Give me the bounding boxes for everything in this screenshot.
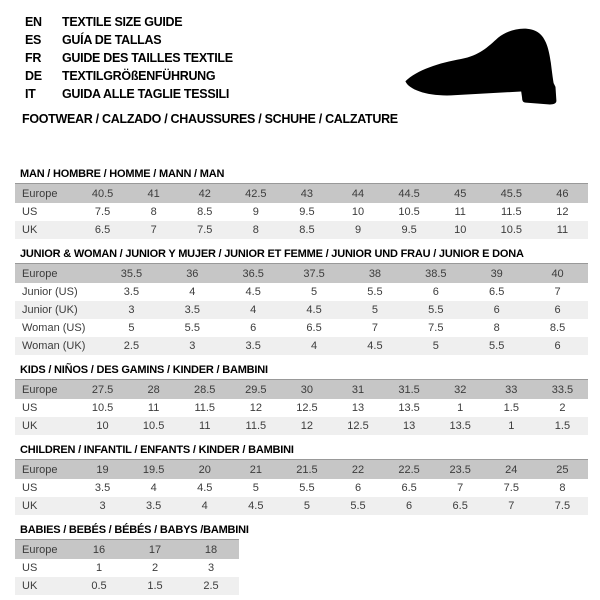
size-cell: 8 bbox=[230, 221, 281, 239]
table-row bbox=[15, 301, 588, 319]
size-cell: 7 bbox=[457, 482, 464, 494]
row-label: Europe bbox=[15, 184, 77, 204]
language-label: GUÍA DE TALLAS bbox=[62, 33, 162, 47]
row-label: US bbox=[22, 206, 38, 218]
size-cell: 5 bbox=[311, 286, 318, 298]
size-cell: 18 bbox=[183, 540, 239, 560]
size-cell: 13 bbox=[384, 417, 435, 435]
language-code: EN bbox=[25, 15, 42, 29]
size-cell: 10 bbox=[435, 221, 486, 239]
size-cell: 12.5 bbox=[296, 402, 318, 414]
size-table bbox=[15, 263, 588, 355]
size-cell: 5.5 bbox=[405, 301, 466, 319]
size-cell: 11.5 bbox=[230, 417, 281, 435]
size-cell: 23.5 bbox=[435, 460, 486, 480]
size-cell: 42 bbox=[179, 184, 230, 204]
size-cell: 46 bbox=[537, 184, 588, 204]
size-table bbox=[15, 459, 588, 515]
size-cell: 11 bbox=[147, 402, 160, 414]
size-cell: 36 bbox=[162, 264, 223, 284]
size-cell: 10 bbox=[351, 206, 365, 218]
size-cell: 28.5 bbox=[179, 380, 230, 400]
size-cell: 22 bbox=[332, 460, 383, 480]
language-code: IT bbox=[25, 87, 36, 101]
language-row bbox=[25, 31, 233, 49]
row-label: UK bbox=[15, 577, 71, 595]
size-cell: 11.5 bbox=[194, 402, 216, 414]
size-cell: 6 bbox=[384, 497, 435, 515]
size-cell: 1 bbox=[457, 402, 464, 414]
row-label: Junior (US) bbox=[22, 286, 78, 298]
size-cell: 21.5 bbox=[281, 460, 332, 480]
size-cell: 42.5 bbox=[230, 184, 281, 204]
size-cell: 9 bbox=[332, 221, 383, 239]
table-row bbox=[15, 497, 588, 515]
size-cell: 4 bbox=[150, 482, 157, 494]
size-cell: 40 bbox=[527, 264, 588, 284]
language-list bbox=[25, 13, 233, 103]
row-label: US bbox=[22, 562, 38, 574]
language-code: ES bbox=[25, 33, 42, 47]
size-cell: 6 bbox=[527, 301, 588, 319]
size-cell: 6.5 bbox=[401, 482, 417, 494]
size-cell: 2.5 bbox=[101, 337, 162, 355]
size-cell: 6 bbox=[466, 301, 527, 319]
size-table bbox=[15, 183, 588, 239]
size-cell: 7.5 bbox=[179, 221, 230, 239]
section-title: JUNIOR & WOMAN / JUNIOR Y MUJER / JUNIOR ET FEMME / JUNIOR UND FRAU / JUNIOR E DONA bbox=[20, 248, 524, 260]
size-section bbox=[15, 248, 588, 355]
size-cell: 6.5 bbox=[77, 221, 128, 239]
table-row bbox=[15, 479, 588, 497]
size-cell: 33 bbox=[486, 380, 537, 400]
size-cell: 3 bbox=[162, 337, 223, 355]
section-title: CHILDREN / INFANTIL / ENFANTS / KINDER / BAMBINI bbox=[20, 444, 294, 456]
size-cell: 9.5 bbox=[384, 221, 435, 239]
size-section bbox=[15, 524, 588, 595]
size-cell: 3 bbox=[207, 562, 215, 574]
row-label: UK bbox=[15, 221, 77, 239]
row-label: Europe bbox=[15, 460, 77, 480]
row-label: US bbox=[22, 402, 38, 414]
size-cell: 11 bbox=[454, 206, 466, 218]
language-code: DE bbox=[25, 69, 42, 83]
row-label: UK bbox=[15, 417, 77, 435]
size-cell: 1.5 bbox=[503, 402, 519, 414]
size-cell: 13.5 bbox=[398, 402, 420, 414]
size-cell: 12 bbox=[556, 206, 569, 218]
table-row bbox=[15, 540, 239, 560]
size-cell: 4.5 bbox=[345, 337, 406, 355]
size-cell: 17 bbox=[127, 540, 183, 560]
table-row bbox=[15, 264, 588, 284]
section-title: KIDS / NIÑOS / DES GAMINS / KINDER / BAMBINI bbox=[20, 364, 268, 376]
size-cell: 41 bbox=[128, 184, 179, 204]
size-cell: 6.5 bbox=[435, 497, 486, 515]
size-cell: 1 bbox=[95, 562, 103, 574]
size-cell: 8.5 bbox=[197, 206, 213, 218]
language-row bbox=[25, 85, 233, 103]
size-cell: 31 bbox=[332, 380, 383, 400]
size-cell: 5.5 bbox=[367, 286, 383, 298]
size-cell: 5 bbox=[281, 497, 332, 515]
size-cell: 4 bbox=[179, 497, 230, 515]
size-cell: 11.5 bbox=[501, 206, 522, 218]
size-cell: 45.5 bbox=[486, 184, 537, 204]
size-cell: 36.5 bbox=[223, 264, 284, 284]
size-cell: 4 bbox=[284, 337, 345, 355]
size-cell: 12 bbox=[281, 417, 332, 435]
table-row bbox=[15, 577, 239, 595]
size-cell: 11 bbox=[537, 221, 588, 239]
size-cell: 5 bbox=[345, 301, 406, 319]
size-cell: 20 bbox=[179, 460, 230, 480]
size-cell: 3.5 bbox=[128, 497, 179, 515]
table-row bbox=[15, 283, 588, 301]
size-cell: 29.5 bbox=[230, 380, 281, 400]
size-cell: 3 bbox=[101, 301, 162, 319]
size-cell: 4.5 bbox=[245, 286, 261, 298]
size-cell: 3.5 bbox=[223, 337, 284, 355]
row-label: US bbox=[22, 482, 38, 494]
section-title: BABIES / BEBÉS / BÉBÉS / BABYS /BAMBINI bbox=[20, 524, 249, 536]
size-cell: 6 bbox=[250, 322, 257, 334]
size-cell: 43 bbox=[281, 184, 332, 204]
size-tables bbox=[15, 168, 588, 600]
size-cell: 5 bbox=[252, 482, 259, 494]
size-cell: 10.5 bbox=[486, 221, 537, 239]
size-cell: 44 bbox=[332, 184, 383, 204]
language-label: GUIDE DES TAILLES TEXTILE bbox=[62, 51, 233, 65]
size-cell: 7 bbox=[371, 322, 378, 334]
size-cell: 31.5 bbox=[384, 380, 435, 400]
size-cell: 7.5 bbox=[503, 482, 519, 494]
size-cell: 8 bbox=[493, 322, 500, 334]
size-cell: 5.5 bbox=[299, 482, 315, 494]
size-cell: 25 bbox=[537, 460, 588, 480]
size-table bbox=[15, 539, 239, 595]
size-cell: 4 bbox=[223, 301, 284, 319]
language-label: TEXTILGRÖßENFÜHRUNG bbox=[62, 69, 216, 83]
size-cell: 3 bbox=[77, 497, 128, 515]
size-cell: 13 bbox=[351, 402, 365, 414]
size-cell: 10.5 bbox=[91, 402, 114, 414]
row-label: Europe bbox=[15, 540, 71, 560]
size-cell: 10.5 bbox=[398, 206, 420, 218]
size-cell: 1 bbox=[486, 417, 537, 435]
size-cell: 6.5 bbox=[489, 286, 505, 298]
size-cell: 1.5 bbox=[537, 417, 588, 435]
size-cell: 11 bbox=[179, 417, 230, 435]
size-cell: 7.5 bbox=[428, 322, 444, 334]
size-cell: 6 bbox=[354, 482, 362, 494]
size-cell: 38 bbox=[345, 264, 406, 284]
size-cell: 6 bbox=[432, 286, 439, 298]
language-row bbox=[25, 67, 233, 85]
size-cell: 32 bbox=[435, 380, 486, 400]
size-cell: 39 bbox=[466, 264, 527, 284]
category-line: FOOTWEAR / CALZADO / CHAUSSURES / SCHUHE / CALZATURE bbox=[22, 112, 398, 126]
table-row bbox=[15, 184, 588, 204]
size-section bbox=[15, 168, 588, 239]
size-cell: 38.5 bbox=[405, 264, 466, 284]
size-cell: 3.5 bbox=[123, 286, 140, 298]
shoe-icon bbox=[396, 22, 576, 110]
size-cell: 8 bbox=[150, 206, 157, 218]
size-cell: 21 bbox=[230, 460, 281, 480]
size-table bbox=[15, 379, 588, 435]
size-cell: 7 bbox=[554, 286, 561, 298]
size-cell: 27.5 bbox=[77, 380, 128, 400]
language-label: GUIDA ALLE TAGLIE TESSILI bbox=[62, 87, 230, 101]
table-row bbox=[15, 337, 588, 355]
table-row bbox=[15, 460, 588, 480]
row-label: Junior (UK) bbox=[15, 301, 101, 319]
table-row bbox=[15, 399, 588, 417]
size-cell: 5.5 bbox=[184, 322, 200, 334]
size-cell: 12 bbox=[249, 402, 262, 414]
size-cell: 40.5 bbox=[77, 184, 128, 204]
size-cell: 4.5 bbox=[284, 301, 345, 319]
row-label: Woman (US) bbox=[22, 322, 86, 334]
size-cell: 2.5 bbox=[183, 577, 239, 595]
size-cell: 37.5 bbox=[284, 264, 345, 284]
size-cell: 45 bbox=[435, 184, 486, 204]
size-cell: 10.5 bbox=[128, 417, 179, 435]
language-row bbox=[25, 13, 233, 31]
size-cell: 7 bbox=[486, 497, 537, 515]
size-cell: 5 bbox=[128, 322, 135, 334]
table-row bbox=[15, 380, 588, 400]
size-cell: 2 bbox=[559, 402, 566, 414]
size-cell: 35.5 bbox=[101, 264, 162, 284]
size-cell: 5.5 bbox=[466, 337, 527, 355]
size-cell: 16 bbox=[71, 540, 127, 560]
size-cell: 6.5 bbox=[306, 322, 322, 334]
size-cell: 33.5 bbox=[537, 380, 588, 400]
size-cell: 6 bbox=[527, 337, 588, 355]
size-cell: 0.5 bbox=[71, 577, 127, 595]
size-cell: 2 bbox=[151, 562, 159, 574]
size-cell: 8.5 bbox=[281, 221, 332, 239]
size-cell: 8.5 bbox=[549, 322, 566, 334]
size-cell: 7.5 bbox=[94, 206, 111, 218]
size-cell: 12.5 bbox=[332, 417, 383, 435]
size-section bbox=[15, 444, 588, 515]
row-label: UK bbox=[15, 497, 77, 515]
size-cell: 44.5 bbox=[384, 184, 435, 204]
size-cell: 4.5 bbox=[230, 497, 281, 515]
size-cell: 9.5 bbox=[299, 206, 315, 218]
size-cell: 22.5 bbox=[384, 460, 435, 480]
size-cell: 4 bbox=[189, 286, 196, 298]
language-code: FR bbox=[25, 51, 42, 65]
table-row bbox=[15, 319, 588, 337]
table-row bbox=[15, 221, 588, 239]
size-cell: 28 bbox=[128, 380, 179, 400]
row-label: Woman (UK) bbox=[15, 337, 101, 355]
size-cell: 19.5 bbox=[128, 460, 179, 480]
size-cell: 13.5 bbox=[435, 417, 486, 435]
size-cell: 7 bbox=[128, 221, 179, 239]
row-label: Europe bbox=[15, 380, 77, 400]
size-cell: 4.5 bbox=[197, 482, 213, 494]
table-row bbox=[15, 559, 239, 577]
size-cell: 19 bbox=[77, 460, 128, 480]
size-cell: 3.5 bbox=[162, 301, 223, 319]
size-cell: 5 bbox=[405, 337, 466, 355]
size-cell: 5.5 bbox=[332, 497, 383, 515]
table-row bbox=[15, 203, 588, 221]
size-cell: 9 bbox=[252, 206, 259, 218]
section-title: MAN / HOMBRE / HOMME / MANN / MAN bbox=[20, 168, 225, 180]
size-section bbox=[15, 364, 588, 435]
language-label: TEXTILE SIZE GUIDE bbox=[62, 15, 183, 29]
row-label: Europe bbox=[15, 264, 101, 284]
language-row bbox=[25, 49, 233, 67]
size-cell: 10 bbox=[77, 417, 128, 435]
size-cell: 30 bbox=[281, 380, 332, 400]
size-cell: 7.5 bbox=[537, 497, 588, 515]
size-cell: 24 bbox=[486, 460, 537, 480]
size-cell: 3.5 bbox=[94, 482, 111, 494]
size-cell: 1.5 bbox=[127, 577, 183, 595]
table-row bbox=[15, 417, 588, 435]
size-cell: 8 bbox=[559, 482, 566, 494]
